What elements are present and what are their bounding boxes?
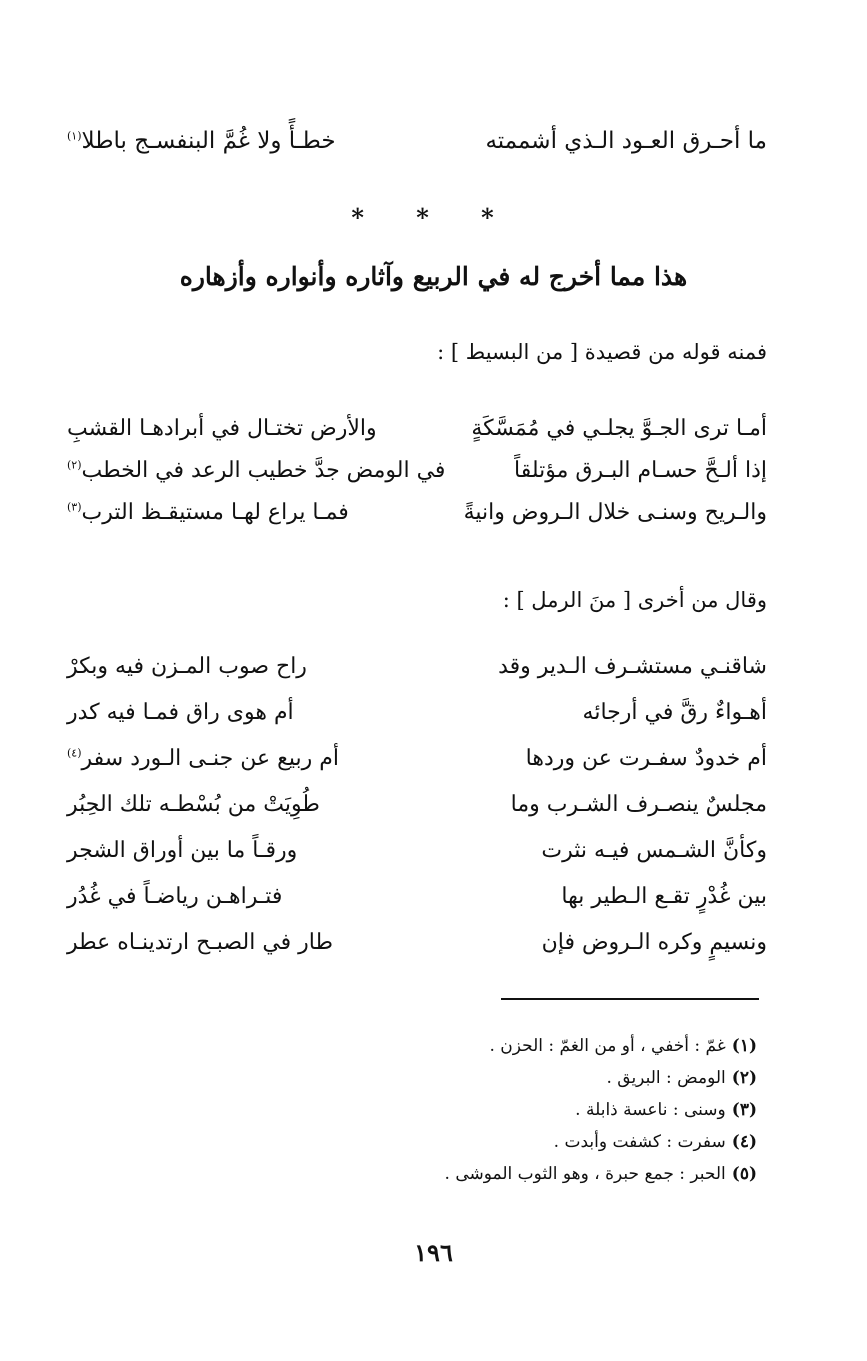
opening-verse xyxy=(67,122,767,168)
verse-hemistich-second xyxy=(67,700,294,725)
footnote-text: سفرت : كشفت وأبدت . xyxy=(553,1132,726,1152)
verse-hemistich-second-text: في الومض جدَّ خطيب الرعد في الخطب xyxy=(81,458,446,483)
verse-hemistich-first: مجلسٌ ينصـرف الشـرب وما xyxy=(510,792,767,817)
verse-hemistich-second-text: فمـا يراع لهـا مستيقـظ الترب xyxy=(81,500,349,525)
verse-hemistich-second xyxy=(67,500,349,525)
verse-hemistich-first: ما أحـرق العـود الـذي أشممته xyxy=(485,128,767,154)
verse-hemistich-first: أهـواءٌ رقَّ في أرجائه xyxy=(582,700,767,725)
footnote-marker: (٣) xyxy=(67,500,82,514)
verse-hemistich-first: والـريح وسنـى خلال الـروض وانيةً xyxy=(463,500,767,525)
footnote-number: (٤) xyxy=(731,1132,757,1152)
verse-row xyxy=(67,654,767,700)
verse-row xyxy=(67,792,767,838)
verse-hemistich-second-text: ورقـاً ما بين أوراق الشجر xyxy=(67,838,298,863)
verse-hemistich-second-text: أم ربيع عن جنـى الـورد سفر xyxy=(81,746,339,771)
verse-hemistich-first: إذا ألـحَّ حسـام البـرق مؤتلقاً xyxy=(514,458,767,483)
verse-hemistich-second xyxy=(67,792,320,817)
footnote-item xyxy=(257,1164,757,1196)
poem-ramal xyxy=(67,654,767,976)
verse-hemistich-second-text: طار في الصبـح ارتدينـاه عطر xyxy=(67,930,333,955)
verse-hemistich-second-text: راح صوب المـزن فيه وبكرْ xyxy=(67,654,307,679)
footnote-item xyxy=(257,1132,757,1164)
verse-hemistich-second-text: خطـأً ولا غُمَّ البنفسـج باطلا xyxy=(81,128,336,154)
verse-hemistich-second-text: طُوِيَتْ من بُسْطـه تلك الحِبُر xyxy=(67,792,320,817)
verse-row xyxy=(67,416,767,458)
footnote-number: (٣) xyxy=(731,1100,757,1120)
footnote-text: وسنى : ناعسة ذابلة . xyxy=(575,1100,726,1120)
verse-hemistich-second xyxy=(67,838,297,863)
verse-hemistich-second-text: فتـراهـن رياضـاً في غُدُر xyxy=(67,884,283,909)
verse-row xyxy=(67,458,767,500)
verse-hemistich-first: أمـا ترى الجـوَّ يجلـي في مُمَسَّكَةٍ xyxy=(471,416,767,441)
verse-hemistich-second xyxy=(67,458,445,483)
footnote-number: (٥) xyxy=(731,1164,757,1184)
verse-hemistich-second xyxy=(67,930,333,955)
footnote-divider xyxy=(501,998,759,1000)
verse-hemistich-second xyxy=(67,128,336,154)
verse-row xyxy=(67,500,767,542)
verse-hemistich-second xyxy=(67,654,307,679)
footnote-item xyxy=(257,1036,757,1068)
footnote-marker: (٢) xyxy=(67,458,82,472)
verse-hemistich-second-text: أم هوى راق فمـا فيه كدر xyxy=(67,700,294,725)
verse-hemistich-second-text: والأرض تختـال في أبرادهـا القشبِ xyxy=(67,416,377,441)
verse-hemistich-second xyxy=(67,746,339,771)
footnote-number: (١) xyxy=(731,1036,757,1056)
verse-hemistich-first: أم خدودٌ سفـرت عن وردها xyxy=(525,746,767,771)
footnote-marker: (٤) xyxy=(67,746,82,760)
poem-intro-basit: فمنه قوله من قصيدة [ من البسيط ] : xyxy=(437,340,767,364)
verse-row xyxy=(67,746,767,792)
poem-intro-ramal: وقال من أخرى [ منَ الرمل ] : xyxy=(502,588,767,612)
footnote-number: (٢) xyxy=(731,1068,757,1088)
verse-hemistich-first: بين غُدْرٍ تقـع الـطير بها xyxy=(561,884,767,909)
verse-hemistich-first: وكأنَّ الشـمس فيـه نثرت xyxy=(541,838,767,863)
verse-hemistich-second xyxy=(67,884,282,909)
section-heading: هذا مما أخرج له في الربيع وآثاره وأنواره وأزهاره xyxy=(179,262,688,291)
verse-hemistich-first: شاقنـي مستشـرف الـدير وقد xyxy=(498,654,767,679)
footnote-item xyxy=(257,1068,757,1100)
verse-hemistich-first: ونسيمٍ وكره الـروض فإن xyxy=(541,930,767,955)
verse-row xyxy=(67,700,767,746)
footnote-text: الحبر : جمع حبرة ، وهو الثوب الموشى . xyxy=(444,1164,726,1184)
footnote-item xyxy=(257,1100,757,1132)
footnotes xyxy=(257,1036,757,1196)
footnote-text: الومض : البريق . xyxy=(606,1068,726,1088)
footnote-marker: (١) xyxy=(67,129,82,143)
verse-row xyxy=(67,884,767,930)
poem-basit xyxy=(67,416,767,542)
verse-hemistich-second xyxy=(67,416,377,441)
footnote-text: غمّ : أخفي ، أو من الغمّ : الحزن . xyxy=(489,1036,726,1056)
section-separator: * * * xyxy=(351,203,516,232)
page-number: ١٩٦ xyxy=(414,1238,453,1267)
verse-row xyxy=(67,838,767,884)
verse-row xyxy=(67,930,767,976)
